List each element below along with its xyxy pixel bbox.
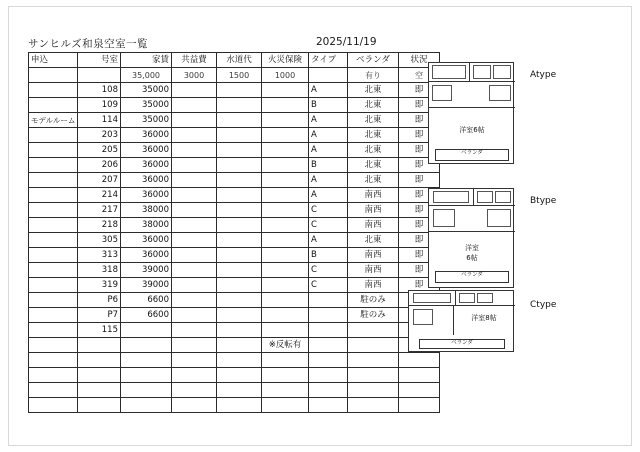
cell-kyoueki (172, 83, 217, 98)
plan-b-kitchen (477, 191, 493, 203)
cell-room: 203 (78, 128, 121, 143)
cell-apply (29, 323, 78, 338)
cell-kyoueki-empty (172, 353, 217, 368)
cell-kasai-empty (262, 398, 309, 413)
cell-kasai (262, 173, 309, 188)
cell-rent: 35000 (121, 83, 172, 98)
cell-veranda: 南西 (348, 263, 399, 278)
cell-kasai-empty (262, 353, 309, 368)
cell-suido (217, 98, 262, 113)
cell-room-empty (78, 398, 121, 413)
cell-suido (217, 188, 262, 203)
cell-rent: 6600 (121, 308, 172, 323)
cell-apply-empty (29, 353, 78, 368)
cell-kyoueki-empty (172, 368, 217, 383)
cell-kasai-empty (262, 383, 309, 398)
cell-apply-empty (29, 398, 78, 413)
cell-status: 即 (399, 203, 440, 218)
plan-b-bath (495, 191, 511, 203)
plan-a-closet (432, 85, 452, 101)
cell-kasai (262, 203, 309, 218)
table-row-empty (29, 398, 440, 413)
cell-kyoueki (172, 98, 217, 113)
cell-kyoueki (172, 338, 217, 353)
cell-apply (29, 173, 78, 188)
cell-rent: 36000 (121, 158, 172, 173)
cell-status: 即 (399, 233, 440, 248)
floor-plan-b (428, 188, 514, 288)
cell-veranda: 北東 (348, 113, 399, 128)
cell-apply (29, 98, 78, 113)
cell-suido (217, 128, 262, 143)
cell-kyoueki (172, 113, 217, 128)
plan-b-room-label-1: 洋室 (465, 244, 479, 252)
cell-veranda: 駐のみ (348, 308, 399, 323)
cell-room-empty (78, 368, 121, 383)
cell-type: A (309, 83, 348, 98)
cell-rent: 35000 (121, 98, 172, 113)
cell-apply (29, 293, 78, 308)
document-date: 2025/11/19 (316, 36, 377, 48)
cell-type (309, 308, 348, 323)
cell-apply (29, 308, 78, 323)
table-row (29, 98, 440, 113)
cell-suido (217, 173, 262, 188)
cell-suido (217, 248, 262, 263)
cell-apply-empty (29, 368, 78, 383)
cell-type-empty (309, 383, 348, 398)
cell-type (309, 323, 348, 338)
cell-apply (29, 278, 78, 293)
cell-kasai (262, 278, 309, 293)
table-row (29, 158, 440, 173)
cell-veranda: 南西 (348, 248, 399, 263)
cell-apply (29, 248, 78, 263)
table-row-empty (29, 368, 440, 383)
cell-type: A (309, 113, 348, 128)
floor-plan-a (428, 62, 514, 164)
cell-type: B (309, 98, 348, 113)
cell-suido (217, 323, 262, 338)
cell-kasai (262, 143, 309, 158)
table-row (29, 323, 440, 338)
cell-veranda: 北東 (348, 233, 399, 248)
cell-veranda: 北東 (348, 128, 399, 143)
table-row (29, 128, 440, 143)
cell-type-empty (309, 398, 348, 413)
cell-kyoueki (172, 308, 217, 323)
cell-room: 305 (78, 233, 121, 248)
cell-room: 313 (78, 248, 121, 263)
plan-b-entry (433, 191, 469, 203)
cell-kyoueki (172, 188, 217, 203)
table-row (29, 218, 440, 233)
cell-kyoueki-empty (172, 383, 217, 398)
table-row (29, 83, 440, 98)
cell-type: C (309, 263, 348, 278)
table-row (29, 143, 440, 158)
cell-rent: 36000 (121, 233, 172, 248)
cell-kyoueki (172, 128, 217, 143)
hv-kyoueki: 3000 (172, 68, 217, 83)
hv-status: 空 (399, 68, 440, 83)
cell-apply (29, 263, 78, 278)
cell-room: P7 (78, 308, 121, 323)
cell-suido (217, 83, 262, 98)
cell-veranda (348, 338, 399, 353)
cell-suido (217, 233, 262, 248)
cell-room: 319 (78, 278, 121, 293)
cell-apply (29, 83, 78, 98)
cell-status: 即 (399, 98, 440, 113)
cell-veranda: 北東 (348, 158, 399, 173)
plan-a-bath (493, 65, 511, 79)
plan-a-entry (432, 65, 466, 79)
cell-status: 即 (399, 188, 440, 203)
cell-room: 217 (78, 203, 121, 218)
table-header-row (29, 53, 440, 68)
hv-rent: 35,000 (121, 68, 172, 83)
plan-c-washroom (413, 309, 433, 325)
cell-kyoueki (172, 263, 217, 278)
cell-kasai (262, 323, 309, 338)
cell-veranda: 北東 (348, 83, 399, 98)
cell-veranda: 北東 (348, 143, 399, 158)
plan-b-title: Btype (530, 196, 557, 206)
cell-apply (29, 143, 78, 158)
cell-room: 114 (78, 113, 121, 128)
cell-veranda: 南西 (348, 218, 399, 233)
plan-a-title: Atype (530, 70, 557, 80)
vacancy-table (28, 52, 440, 413)
col-header-room: 号室 (78, 53, 121, 68)
plan-a-wc (489, 85, 511, 101)
cell-type: C (309, 278, 348, 293)
vacancy-table-wrapper (28, 52, 428, 413)
cell-status: 即 (399, 248, 440, 263)
cell-apply (29, 218, 78, 233)
table-row (29, 173, 440, 188)
col-header-veranda: ベランダ (348, 53, 399, 68)
cell-status: 即 (399, 263, 440, 278)
cell-rent (121, 323, 172, 338)
cell-veranda: 南西 (348, 278, 399, 293)
cell-apply: モデルルーム (29, 113, 78, 128)
cell-kasai (262, 263, 309, 278)
plan-c-kitchen (459, 293, 475, 303)
cell-suido (217, 203, 262, 218)
hv-type (309, 68, 348, 83)
cell-rent: 39000 (121, 263, 172, 278)
cell-type: B (309, 248, 348, 263)
cell-type (309, 293, 348, 308)
cell-apply (29, 233, 78, 248)
cell-type: A (309, 173, 348, 188)
cell-apply (29, 203, 78, 218)
cell-kyoueki (172, 233, 217, 248)
cell-rent (121, 338, 172, 353)
cell-kyoueki (172, 218, 217, 233)
cell-status: 即 (399, 278, 440, 293)
cell-rent: 36000 (121, 188, 172, 203)
cell-suido (217, 263, 262, 278)
cell-kyoueki-empty (172, 398, 217, 413)
col-header-status: 状況 (399, 53, 440, 68)
cell-kasai (262, 218, 309, 233)
cell-rent: 35000 (121, 113, 172, 128)
cell-veranda: 南西 (348, 203, 399, 218)
cell-room: 205 (78, 143, 121, 158)
hv-kasai: 1000 (262, 68, 309, 83)
cell-type: A (309, 143, 348, 158)
plan-b-washroom (433, 209, 455, 227)
cell-kasai (262, 113, 309, 128)
cell-apply (29, 128, 78, 143)
cell-kyoueki (172, 173, 217, 188)
cell-kasai (262, 308, 309, 323)
cell-status: 即 (399, 128, 440, 143)
cell-type: A (309, 233, 348, 248)
plan-b-room-label-2: 6帖 (466, 254, 478, 262)
cell-apply-empty (29, 383, 78, 398)
col-header-rent: 家賃 (121, 53, 172, 68)
cell-rent-empty (121, 383, 172, 398)
cell-kasai (262, 158, 309, 173)
cell-type: C (309, 218, 348, 233)
cell-kasai (262, 188, 309, 203)
cell-veranda: 北東 (348, 173, 399, 188)
hv-suido: 1500 (217, 68, 262, 83)
cell-status: 即 (399, 218, 440, 233)
table-row (29, 338, 440, 353)
cell-rent: 36000 (121, 128, 172, 143)
cell-type-empty (309, 368, 348, 383)
table-row (29, 233, 440, 248)
floor-plan-c (408, 290, 514, 352)
table-row (29, 248, 440, 263)
cell-status: 即 (399, 173, 440, 188)
cell-room: 218 (78, 218, 121, 233)
cell-kasai (262, 293, 309, 308)
cell-suido (217, 113, 262, 128)
cell-status-empty (399, 398, 440, 413)
cell-veranda-empty (348, 398, 399, 413)
cell-kyoueki (172, 323, 217, 338)
hv-veranda: 有り (348, 68, 399, 83)
cell-suido-empty (217, 383, 262, 398)
plan-a-veranda: ベランダ (435, 149, 509, 161)
cell-rent: 36000 (121, 173, 172, 188)
cell-rent: 38000 (121, 218, 172, 233)
cell-veranda-empty (348, 353, 399, 368)
cell-kyoueki (172, 248, 217, 263)
cell-room-empty (78, 383, 121, 398)
cell-kyoueki (172, 293, 217, 308)
cell-apply (29, 338, 78, 353)
cell-rent-empty (121, 353, 172, 368)
plan-c-title: Ctype (530, 300, 557, 310)
cell-kasai (262, 233, 309, 248)
cell-room (78, 338, 121, 353)
cell-kasai: ※反転有 (262, 338, 309, 353)
cell-rent-empty (121, 398, 172, 413)
cell-kyoueki (172, 143, 217, 158)
cell-status-empty (399, 368, 440, 383)
cell-veranda: 北東 (348, 98, 399, 113)
cell-status-empty (399, 353, 440, 368)
cell-type-empty (309, 353, 348, 368)
cell-rent: 36000 (121, 143, 172, 158)
cell-rent: 6600 (121, 293, 172, 308)
cell-rent: 36000 (121, 248, 172, 263)
cell-apply (29, 188, 78, 203)
table-row-empty (29, 353, 440, 368)
cell-veranda-empty (348, 368, 399, 383)
cell-room: 207 (78, 173, 121, 188)
cell-suido-empty (217, 368, 262, 383)
cell-suido (217, 308, 262, 323)
cell-status: 即 (399, 158, 440, 173)
table-head (29, 53, 440, 83)
cell-kasai (262, 248, 309, 263)
cell-rent-empty (121, 368, 172, 383)
cell-room: 318 (78, 263, 121, 278)
hv-room (78, 68, 121, 83)
plan-b-veranda: ベランダ (435, 271, 509, 283)
plan-b-wc (487, 209, 511, 227)
cell-type: B (309, 158, 348, 173)
cell-suido (217, 158, 262, 173)
cell-type: C (309, 203, 348, 218)
cell-suido (217, 218, 262, 233)
cell-room: 109 (78, 98, 121, 113)
cell-apply (29, 158, 78, 173)
cell-kyoueki (172, 203, 217, 218)
cell-room: 108 (78, 83, 121, 98)
cell-type: A (309, 188, 348, 203)
hv-apply (29, 68, 78, 83)
cell-room: P6 (78, 293, 121, 308)
cell-suido-empty (217, 353, 262, 368)
cell-rent: 39000 (121, 278, 172, 293)
table-body (29, 83, 440, 413)
cell-rent: 38000 (121, 203, 172, 218)
cell-status-empty (399, 383, 440, 398)
cell-veranda: 駐のみ (348, 293, 399, 308)
cell-kyoueki (172, 278, 217, 293)
cell-veranda: 南西 (348, 188, 399, 203)
cell-kasai (262, 128, 309, 143)
table-row (29, 188, 440, 203)
cell-kyoueki (172, 158, 217, 173)
cell-status: 即 (399, 83, 440, 98)
cell-room: 206 (78, 158, 121, 173)
cell-suido (217, 338, 262, 353)
plan-c-entry (413, 293, 451, 303)
cell-kasai (262, 83, 309, 98)
table-row (29, 308, 440, 323)
plan-c-room-label: 洋室8帖 (471, 314, 497, 322)
col-header-kasai: 火災保険 (262, 53, 309, 68)
plan-a-room-label: 洋室6帖 (459, 126, 485, 134)
cell-kasai-empty (262, 368, 309, 383)
col-header-suido: 水道代 (217, 53, 262, 68)
col-header-apply: 申込 (29, 53, 78, 68)
cell-suido-empty (217, 398, 262, 413)
cell-suido (217, 278, 262, 293)
table-row (29, 113, 440, 128)
cell-veranda (348, 323, 399, 338)
cell-suido (217, 143, 262, 158)
table-row (29, 203, 440, 218)
cell-status: 即 (399, 113, 440, 128)
table-row-empty (29, 383, 440, 398)
table-row (29, 263, 440, 278)
cell-room: 115 (78, 323, 121, 338)
document-title: サンヒルズ和泉空室一覧 (28, 38, 149, 50)
table-row (29, 293, 440, 308)
cell-type: A (309, 128, 348, 143)
cell-room-empty (78, 353, 121, 368)
cell-status: 即 (399, 143, 440, 158)
cell-room: 214 (78, 188, 121, 203)
table-row (29, 278, 440, 293)
plan-a-kitchen (473, 65, 491, 79)
plan-c-veranda: ベランダ (419, 339, 505, 349)
table-header-values-row (29, 68, 440, 83)
plan-c-bath (477, 293, 493, 303)
col-header-type: タイプ (309, 53, 348, 68)
col-header-kyoueki: 共益費 (172, 53, 217, 68)
cell-type (309, 338, 348, 353)
cell-veranda-empty (348, 383, 399, 398)
cell-kasai (262, 98, 309, 113)
cell-suido (217, 293, 262, 308)
